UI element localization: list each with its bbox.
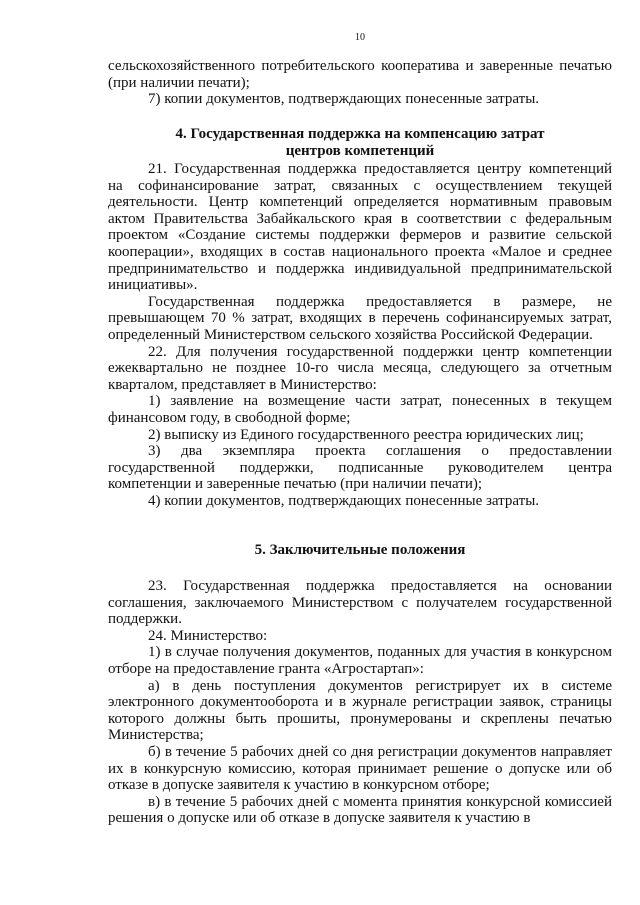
list-item-v: в) в течение 5 рабочих дней с момента принятия конкурсной комиссией решения о допуске или об отказе в допуске заявителя к участию в [108, 793, 612, 827]
section-4-body [108, 161, 612, 509]
list-item-7: 7) копии документов, подтверждающих понесенные затраты. [148, 91, 540, 108]
list-item-24-1: 1) в случае получения документов, поданных для участия в конкурсном отборе на предоставление гранта «Агростартап»: [108, 644, 612, 677]
section-4-heading [108, 126, 612, 159]
list-item-2: 2) выписку из Единого государственного реестра юридических лиц; [148, 426, 584, 443]
continuation-paragraph: сельскохозяйственного потребительского кооператива и заверенные печатью (при наличии печати); [108, 58, 612, 91]
paragraph-24: 24. Министерство: [148, 627, 268, 644]
section-4-heading-line2: центров компетенций [285, 142, 435, 159]
paragraph-22: 22. Для получения государственной поддержки центр компетенции ежеквартально не позднее 10-го числа месяца, следующего за отчетным кварталом, представляет в Министерство: [108, 343, 612, 393]
list-item-3: 3) два экземпляра проекта соглашения о предоставлении государственной поддержки, подписанные руководителем центра компетенции и заверенные печатью (при наличии печати); [108, 443, 612, 493]
list-item-a: а) в день поступления документов регистрирует их в системе электронного документооборота и в журнале регистрации заявок, страницы которого должны быть прошиты, пронумерованы и скреплены печатью Министерства; [108, 677, 612, 744]
section-5-body [108, 578, 612, 827]
paragraph-21: 21. Государственная поддержка предоставляется центру компетенций на софинансирование затрат, связанных с осуществлением текущей деятельности. Центр компетенций определяется нормативным правовым актом Правительства Забайкальского края в соответствии с федеральным проектом «Создание системы поддержки фермеров и развитие сельской кооперации», входящих в состав национального проекта «Малое и среднее предпринимательство и поддержка индивидуальной предпринимательской инициативы». [108, 161, 612, 294]
page-number: 10 [355, 32, 365, 43]
paragraph-21-continued: Государственная поддержка предоставляется в размере, не превышающем 70 % затрат, входящих в перечень софинансируемых затрат, определенный Министерством сельского хозяйства Российской Федерации. [108, 293, 612, 343]
list-item-1: 1) заявление на возмещение части затрат, понесенных в текущем финансовом году, в свободной форме; [108, 393, 612, 426]
paragraph-23: 23. Государственная поддержка предоставляется на основании соглашения, заключаемого Министерством с получателем государственной поддержки. [108, 578, 612, 628]
top-continuation-block [108, 58, 612, 108]
section-5-heading: 5. Заключительные положения [254, 542, 466, 558]
list-item-4: 4) копии документов, подтверждающих понесенные затраты. [148, 492, 540, 509]
section-5-heading-block [108, 542, 612, 559]
list-item-b: б) в течение 5 рабочих дней со дня регистрации документов направляет их в конкурсную комиссию, которая принимает решение о допуске или об отказе в допуске заявителя к участию в конкурсном отборе; [108, 743, 612, 794]
section-4-heading-line1: 4. Государственная поддержка на компенсацию затрат [175, 126, 545, 142]
